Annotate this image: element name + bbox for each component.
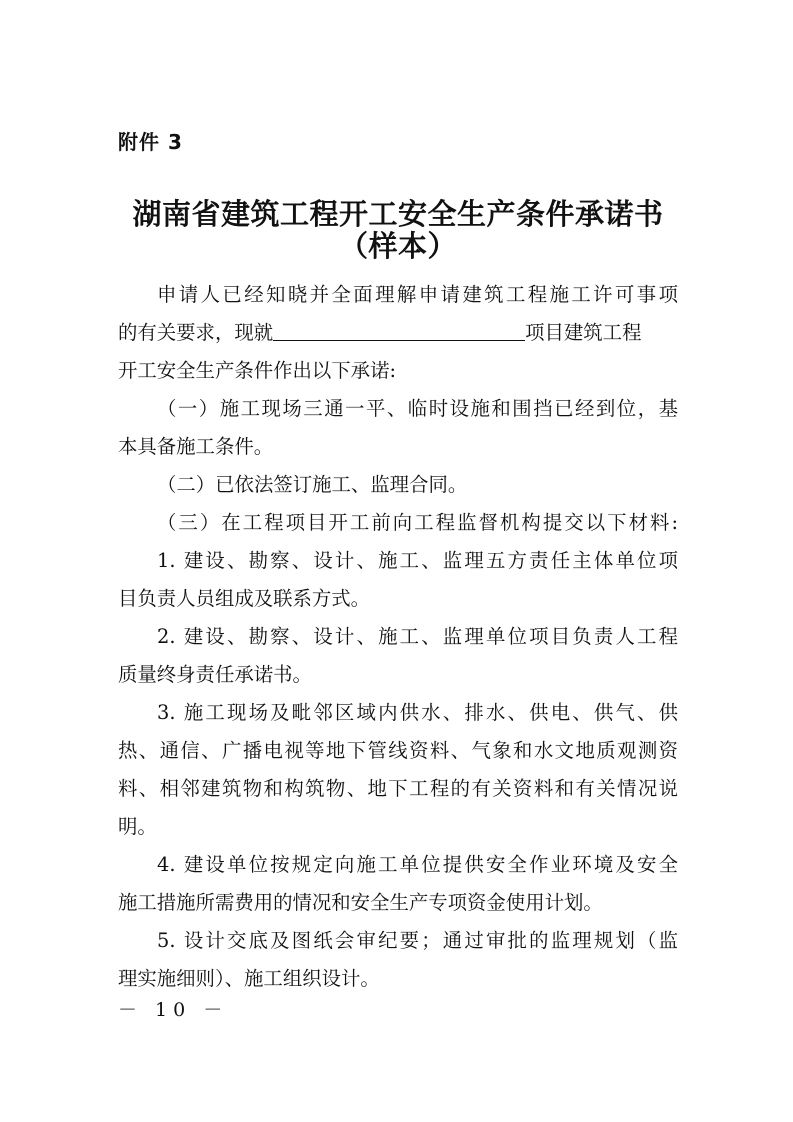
sub-3-line-4: 明。 <box>118 815 157 838</box>
intro-line-3: 开工安全生产条件作出以下承诺: <box>118 359 397 382</box>
project-name-blank[interactable] <box>273 318 525 341</box>
intro-line-1: 申请人已经知晓并全面理解申请建筑工程施工许可事项 <box>157 283 678 306</box>
document-title: 湖南省建筑工程开工安全生产条件承诺书 <box>132 197 664 231</box>
intro-line-2 <box>118 313 678 353</box>
item-1-line-1: （一）施工现场三通一平、临时设施和围挡已经到位，基 <box>157 397 678 420</box>
sub-3-line-2: 热、通信、广播电视等地下管线资料、气象和水文地质观测资 <box>118 739 678 762</box>
item-3-line-1: （三）在工程项目开工前向工程监督机构提交以下材料: <box>157 511 678 534</box>
sub-5-line-2: 理实施细则）、施工组织设计。 <box>118 967 380 990</box>
attachment-label: 附件 3 <box>118 130 183 154</box>
sub-3-line-3: 料、相邻建筑物和构筑物、地下工程的有关资料和有关情况说 <box>118 777 678 800</box>
page-number: － 10 － <box>118 999 229 1021</box>
sub-5-line-1: 5. 设计交底及图纸会审纪要；通过审批的监理规划（监 <box>157 929 678 952</box>
item-1-line-2: 本具备施工条件。 <box>118 435 274 458</box>
document-subtitle: （样本） <box>338 229 457 263</box>
sub-2-line-1: 2. 建设、勘察、设计、施工、监理单位项目负责人工程 <box>157 625 678 648</box>
sub-4-line-1: 4. 建设单位按规定向施工单位提供安全作业环境及安全 <box>157 853 678 876</box>
intro-line-2-start: 的有关要求，现就 <box>118 321 274 344</box>
intro-line-2-end: 项目建筑工程 <box>525 321 642 344</box>
sub-1-line-1: 1. 建设、勘察、设计、施工、监理五方责任主体单位项 <box>157 549 678 572</box>
sub-3-line-1: 3. 施工现场及毗邻区域内供水、排水、供电、供气、供 <box>157 701 678 724</box>
sub-2-line-2: 质量终身责任承诺书。 <box>118 663 312 686</box>
item-2-line-1: （二）已依法签订施工、监理合同。 <box>157 473 468 496</box>
sub-4-line-2: 施工措施所需费用的情况和安全生产专项资金使用计划。 <box>118 891 603 914</box>
sub-1-line-2: 目负责人员组成及联系方式。 <box>118 587 371 610</box>
